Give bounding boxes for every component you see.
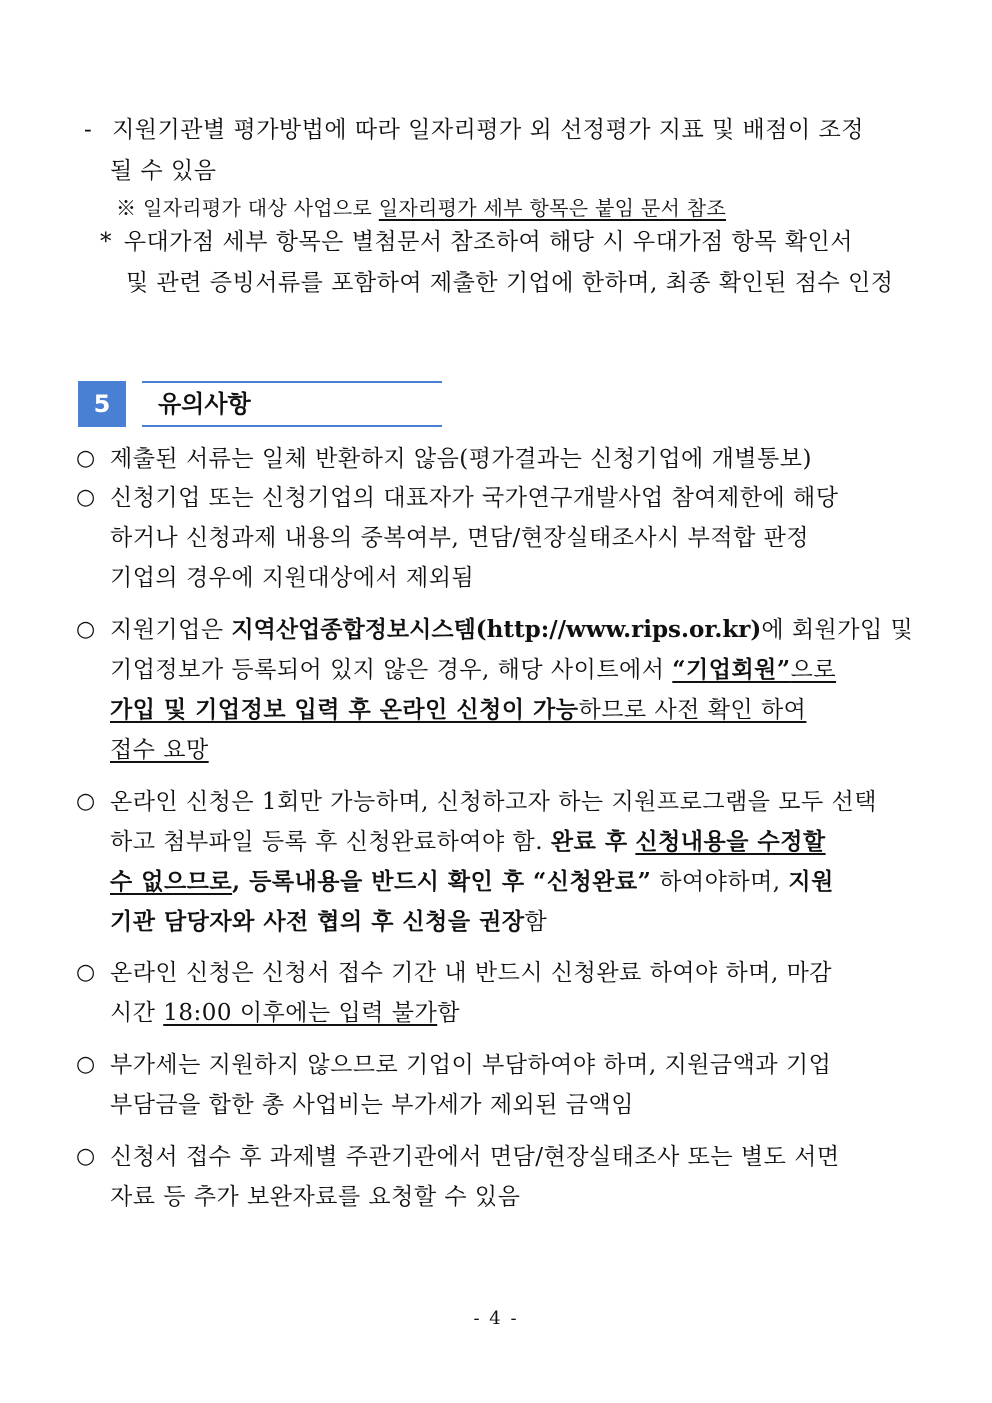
corporate-member-underlined xyxy=(672,657,836,683)
bullet-icon: ○ xyxy=(76,617,96,642)
star-note-text: 및 관련 증빙서류를 포함하여 제출한 기업에 한하며, 최종 확인된 점수 인정 xyxy=(126,270,894,296)
item-7-line-1 xyxy=(110,1142,840,1172)
item-text: 기업의 경우에 지원대상에서 제외됨 xyxy=(110,565,475,591)
item-text: 하여야하며, xyxy=(659,869,781,895)
item-2-line-2 xyxy=(110,523,809,553)
item-text: 온라인 신청은 1회만 가능하며, 신청하고자 하는 지원프로그램을 모두 선택 xyxy=(110,789,877,815)
item-text: 온라인 신청은 신청서 접수 기간 내 반드시 신청완료 하여야 하며, 마감 xyxy=(110,960,833,986)
item-text: 에 회원가입 및 xyxy=(761,617,914,643)
reference-text: 일자리평가 대상 사업으로 xyxy=(142,196,373,220)
item-text: 하고 첨부파일 등록 후 신청완료하여야 함. xyxy=(110,829,544,855)
bullet-icon: ○ xyxy=(76,446,96,471)
item-6-line-2 xyxy=(110,1090,634,1120)
emphasis-bold: , 등록내용을 반드시 확인 후 “신청완료” xyxy=(232,868,652,895)
item-6-line-1 xyxy=(110,1050,831,1080)
item-text: 하거나 신청과제 내용의 중복여부, 면담/현장실태조사시 부적합 판정 xyxy=(110,525,810,551)
star-note-text: 우대가점 세부 항목은 별첨문서 참조하여 해당 시 우대가점 항목 확인서 xyxy=(123,229,853,255)
item-3-line-3 xyxy=(110,695,806,725)
intro-text: 지원기관별 평가방법에 따라 일자리평가 외 선정평가 지표 및 배점이 조정 xyxy=(112,117,864,143)
item-text: 함 xyxy=(524,909,548,935)
item-text: 하므로 사전 확인 하여 xyxy=(578,697,807,723)
item-text-underlined: 접수 요망 xyxy=(110,737,209,763)
bullet-icon: ○ xyxy=(76,485,96,510)
item-text: 함 xyxy=(437,1000,460,1026)
item-text: 시간 xyxy=(110,1000,156,1026)
page-number: - 4 - xyxy=(473,1308,519,1329)
item-text: 부가세는 지원하지 않으므로 기업이 부담하여야 하며, 지원금액과 기업 xyxy=(110,1052,832,1078)
item-5-line-1 xyxy=(110,958,832,988)
emphasis-bold: 지원 xyxy=(788,868,834,895)
item-text: 부담금을 합한 총 사업비는 부가세가 제외된 금액임 xyxy=(110,1092,634,1118)
item-text: 제출된 서류는 일체 반환하지 않음(평가결과는 신청기업에 개별통보) xyxy=(110,446,812,472)
item-3-line-2 xyxy=(110,655,836,685)
item-7-line-2 xyxy=(110,1182,520,1212)
intro-line-1 xyxy=(84,115,864,145)
item-1-line-1 xyxy=(110,444,812,474)
dash-marker: - xyxy=(84,117,93,143)
item-text: 기업정보가 등록되어 있지 않은 경우, 해당 사이트에서 xyxy=(110,657,665,683)
item-text: 신청서 접수 후 과제별 주관기관에서 면담/현장실태조사 또는 별도 서면 xyxy=(110,1144,840,1170)
star-mark: * xyxy=(100,229,112,255)
intro-line-2 xyxy=(110,156,217,186)
item-2-line-1 xyxy=(110,483,838,513)
section-rule-bottom xyxy=(142,425,442,427)
star-note-line-2 xyxy=(126,268,893,298)
signup-instruction-underlined xyxy=(110,697,806,723)
bullet-icon: ○ xyxy=(76,1052,96,1077)
section-number-badge: 5 xyxy=(78,381,126,427)
bullet-icon: ○ xyxy=(76,960,96,985)
emphasis-bold-underlined: 수 없으므로 xyxy=(110,868,233,895)
item-3-line-1 xyxy=(110,615,913,645)
item-text: 신청기업 또는 신청기업의 대표자가 국가연구개발사업 참여제한에 해당 xyxy=(110,485,839,511)
signup-instruction-bold: 가입 및 기업정보 입력 후 온라인 신청이 가능 xyxy=(110,696,579,723)
intro-text: 될 수 있음 xyxy=(110,158,217,184)
item-4-line-1 xyxy=(110,787,877,817)
emphasis-bold-underlined: 신청내용을 수정할 xyxy=(635,828,826,855)
reference-note xyxy=(116,193,726,223)
star-note-line-1 xyxy=(100,227,853,257)
item-5-line-2 xyxy=(110,998,460,1028)
item-3-line-4 xyxy=(110,735,209,765)
item-4-line-3 xyxy=(110,867,834,897)
rips-site-name: 지역산업종합정보시스템(http://www.rips.or.kr) xyxy=(231,616,762,643)
reference-mark: ※ xyxy=(116,196,137,220)
item-2-line-3 xyxy=(110,563,474,593)
deadline-underlined: 18:00 이후에는 입력 불가 xyxy=(163,1000,438,1026)
item-text: 자료 등 추가 보완자료를 요청할 수 있음 xyxy=(110,1184,521,1210)
item-text: 지원기업은 xyxy=(110,617,224,643)
item-4-line-2 xyxy=(110,827,826,857)
emphasis-bold: 완료 후 xyxy=(550,828,628,855)
section-header xyxy=(78,381,442,427)
bullet-icon: ○ xyxy=(76,1144,96,1169)
section-title: 유의사항 xyxy=(158,390,251,418)
item-text: 으로 xyxy=(790,657,837,683)
corporate-member-label: “기업회원” xyxy=(672,656,791,683)
emphasis-bold: 기관 담당자와 사전 협의 후 신청을 권장 xyxy=(110,908,525,935)
item-4-line-4 xyxy=(110,907,547,937)
reference-underlined-text: 일자리평가 세부 항목은 붙임 문서 참조 xyxy=(378,196,727,220)
bullet-icon: ○ xyxy=(76,789,96,814)
